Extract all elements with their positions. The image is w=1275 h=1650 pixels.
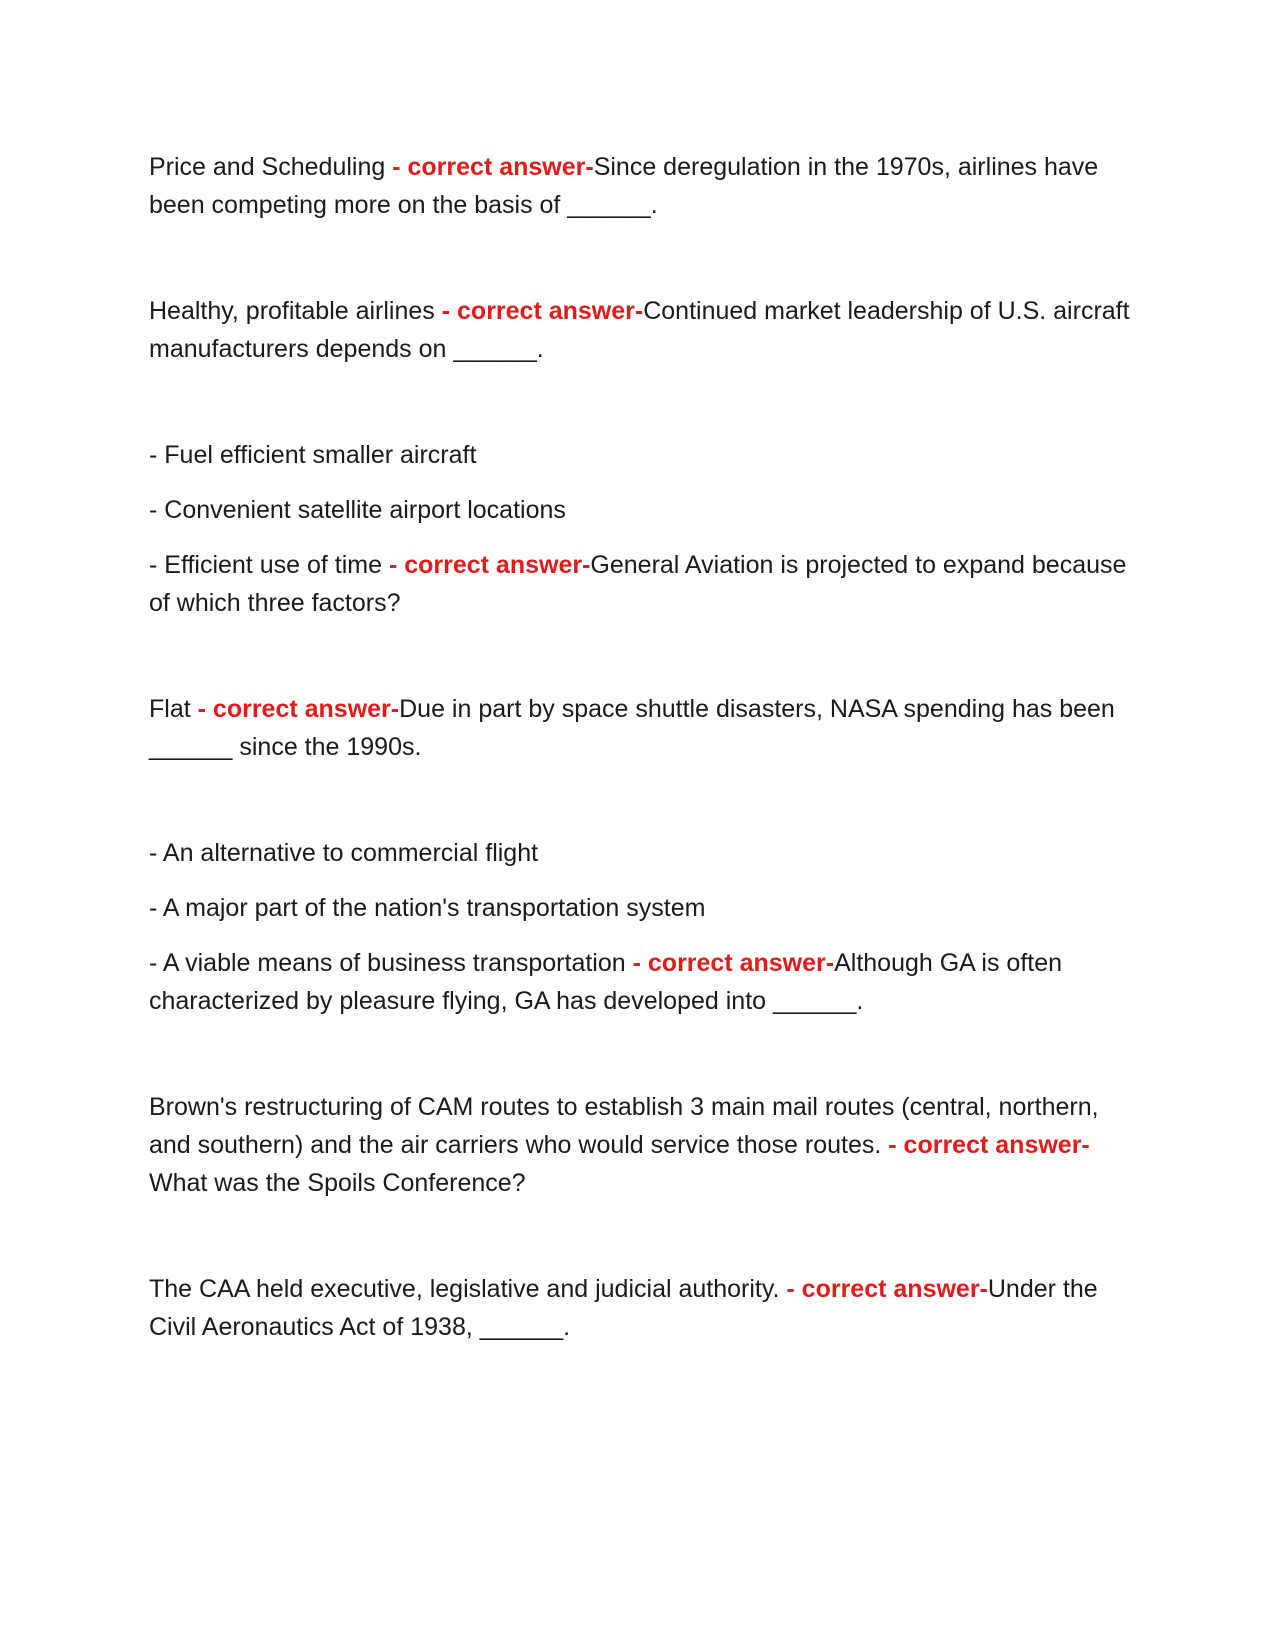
qa-entry <box>149 1270 1139 1346</box>
question-text: Under the Civil Aeronautics Act of 1938, ______. <box>149 1275 1098 1341</box>
question-text: What was the Spoils Conference? <box>149 1169 526 1197</box>
qa-entry <box>149 834 1139 1020</box>
correct-answer-marker: - correct answer- <box>197 695 400 723</box>
answer-line: - Fuel efficient smaller aircraft <box>149 441 477 469</box>
question-text: General Aviation is projected to expand because of which three factors? <box>149 551 1127 617</box>
question-text: Continued market leadership of U.S. aircraft manufacturers depends on ______. <box>149 297 1130 363</box>
answer-text: - A viable means of business transportation <box>149 949 626 977</box>
qa-entry <box>149 1088 1139 1202</box>
answer-text: The CAA held executive, legislative and judicial authority. <box>149 1275 780 1303</box>
answer-line: - An alternative to commercial flight <box>149 839 539 867</box>
correct-answer-marker: - correct answer- <box>441 297 644 325</box>
correct-answer-marker: - correct answer- <box>632 949 835 977</box>
answer-text: Brown's restructuring of CAM routes to establish 3 main mail routes (central, northern, and southern) and the air carriers who would service those routes. <box>149 1093 1099 1159</box>
qa-entry <box>149 690 1139 766</box>
answer-text: Flat <box>149 695 191 723</box>
flashcard-document <box>149 148 1139 1346</box>
question-text: Due in part by space shuttle disasters, NASA spending has been ______ since the 1990s. <box>149 695 1115 761</box>
answer-line: - Convenient satellite airport locations <box>149 496 566 524</box>
correct-answer-marker: - correct answer- <box>388 551 591 579</box>
qa-entry <box>149 436 1139 622</box>
qa-entry <box>149 148 1139 224</box>
correct-answer-marker: - correct answer- <box>392 153 594 181</box>
answer-line: - A major part of the nation's transportation system <box>149 894 706 922</box>
qa-entry <box>149 292 1139 368</box>
answer-text: Price and Scheduling <box>149 153 386 181</box>
correct-answer-marker: - correct answer- <box>786 1275 988 1303</box>
answer-text: Healthy, profitable airlines <box>149 297 435 325</box>
answer-text: - Efficient use of time <box>149 551 382 579</box>
correct-answer-marker: - correct answer- <box>888 1131 1090 1159</box>
question-text: Although GA is often characterized by pleasure flying, GA has developed into ______. <box>149 949 1063 1015</box>
question-text: Since deregulation in the 1970s, airlines have been competing more on the basis of ______. <box>149 153 1099 219</box>
